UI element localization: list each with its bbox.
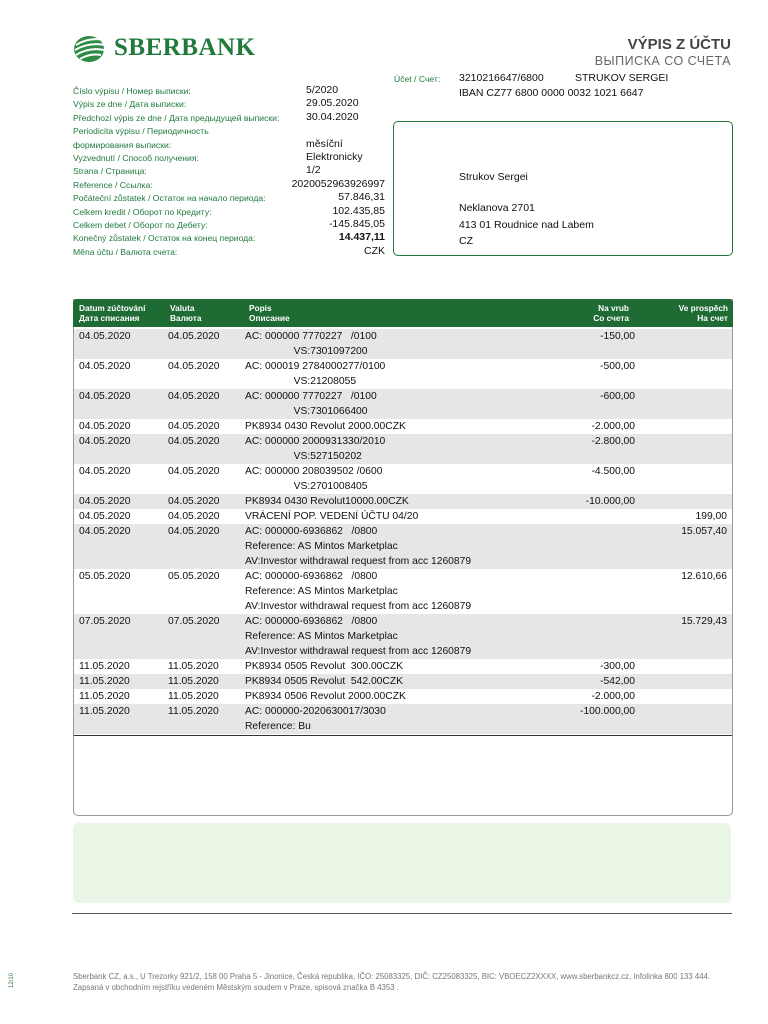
row-date: 04.05.2020	[79, 361, 131, 372]
meta-label: Reference / Ссылка:	[73, 179, 153, 190]
meta-value: 2020052963926997	[291, 177, 385, 190]
table-row	[74, 329, 732, 359]
footer-divider	[72, 913, 732, 914]
iban: IBAN CZ77 6800 0000 0032 1021 6647	[459, 87, 644, 99]
meta-value: měsíční	[306, 137, 343, 150]
row-value-date: 11.05.2020	[168, 661, 219, 672]
row-debit: -4.500,00	[591, 466, 635, 477]
row-value-date: 04.05.2020	[168, 361, 220, 372]
account-holder: STRUKOV SERGEI	[575, 72, 669, 84]
bank-name: SBERBANK	[114, 34, 256, 61]
row-description-line: AC: 000000-6936862 /0800	[245, 526, 378, 537]
table-row	[74, 689, 732, 704]
table-row	[74, 509, 732, 524]
row-credit: 199,00	[695, 511, 727, 522]
row-description-line: VS:7301097200	[245, 346, 368, 357]
row-value-date: 11.05.2020	[168, 691, 219, 702]
table-row	[74, 569, 732, 614]
meta-label: Strana / Страница:	[73, 166, 147, 177]
address-name: Strukov Sergei	[459, 171, 528, 183]
meta-value: Elektronicky	[306, 150, 363, 163]
row-debit: -2.800,00	[591, 436, 635, 447]
table-row	[74, 434, 732, 464]
row-credit: 15.729,43	[681, 616, 727, 627]
row-debit: -10.000,00	[585, 496, 635, 507]
row-description-line: VRÁCENÍ POP. VEDENÍ ÚČTU 04/20	[245, 511, 419, 522]
row-debit: -500,00	[600, 361, 635, 372]
table-row	[74, 419, 732, 434]
row-date: 04.05.2020	[79, 511, 131, 522]
row-value-date: 04.05.2020	[168, 466, 220, 477]
row-description-line: PK8934 0430 Revolut10000.00CZK	[245, 496, 409, 507]
row-value-date: 04.05.2020	[168, 421, 220, 432]
row-date: 04.05.2020	[79, 436, 131, 447]
header-credit: Ve prospěch На счет	[678, 303, 728, 323]
row-date: 11.05.2020	[79, 691, 130, 702]
address-country: CZ	[459, 235, 473, 247]
row-description-line: VS:7301066400	[245, 406, 368, 417]
row-description-line: AC: 000000-6936862 /0800	[245, 571, 378, 582]
row-credit: 12.610,66	[681, 571, 727, 582]
sberbank-leaf-icon	[72, 32, 108, 64]
meta-label: Výpis ze dne / Дата выписки:	[73, 99, 187, 110]
row-description-line: Reference: AS Mintos Marketplac	[245, 586, 398, 597]
table-row	[74, 464, 732, 494]
row-value-date: 11.05.2020	[168, 676, 219, 687]
row-debit: -100.000,00	[580, 706, 635, 717]
header-description: Popis Описание	[249, 303, 290, 323]
table-row	[74, 494, 732, 509]
row-value-date: 04.05.2020	[168, 511, 220, 522]
meta-label: Celkem debet / Оборот по Дебету:	[73, 219, 208, 230]
address-box	[393, 121, 733, 256]
header-value-date: Valuta Валюта	[170, 303, 202, 323]
header-debit: Na vrub Со счета	[593, 303, 629, 323]
meta-value: 57.846,31	[338, 191, 385, 204]
meta-label: Počáteční zůstatek / Остаток на начало периода:	[73, 193, 266, 204]
row-description-line: Reference: AS Mintos Marketplac	[245, 541, 398, 552]
row-description-line: PK8934 0505 Revolut 542.00CZK	[245, 676, 403, 687]
footer	[73, 971, 710, 993]
meta-row	[73, 233, 393, 246]
row-description-line: AV:Investor withdrawal request from acc 1260879	[245, 646, 472, 657]
statement-title-cz: VÝPIS Z ÚČTU	[627, 36, 731, 53]
table-row	[74, 389, 732, 419]
address-street: Neklanova 2701	[459, 202, 535, 214]
row-value-date: 05.05.2020	[168, 571, 220, 582]
row-value-date: 04.05.2020	[168, 331, 220, 342]
row-date: 04.05.2020	[79, 526, 131, 537]
table-row	[74, 524, 732, 569]
row-value-date: 04.05.2020	[168, 526, 220, 537]
account-label: Účet / Счет:	[394, 74, 441, 84]
notice-box	[73, 823, 731, 903]
row-description-line: Reference: Bu	[245, 721, 311, 732]
meta-value: -145.845,05	[328, 217, 385, 230]
row-date: 05.05.2020	[79, 571, 131, 582]
side-code: 12/10	[9, 972, 15, 988]
header-date: Datum zúčtování Дата списания	[79, 303, 146, 323]
meta-value: 29.05.2020	[306, 97, 359, 110]
account-number: 3210216647/6800	[459, 72, 544, 84]
meta-label: Konečný zůstatek / Остаток на конец периода:	[73, 233, 256, 244]
table-row	[74, 674, 732, 689]
row-date: 04.05.2020	[79, 496, 131, 507]
meta-label: Měna účtu / Валюта счета:	[73, 246, 178, 257]
table-end-line	[74, 735, 732, 736]
row-date: 04.05.2020	[79, 421, 131, 432]
row-date: 04.05.2020	[79, 391, 131, 402]
row-value-date: 11.05.2020	[168, 706, 219, 717]
row-description-line: AC: 000019 2784000277/0100	[245, 361, 386, 372]
row-date: 04.05.2020	[79, 331, 131, 342]
row-credit: 15.057,40	[681, 526, 727, 537]
table-row	[74, 614, 732, 659]
row-value-date: 04.05.2020	[168, 436, 220, 447]
meta-row	[73, 244, 393, 260]
row-description-line: AC: 000000 208039502 /0600	[245, 466, 383, 477]
meta-value: CZK	[364, 244, 385, 257]
meta-row	[73, 126, 393, 139]
table-header	[73, 299, 733, 327]
meta-value: 102.435,85	[332, 204, 385, 217]
row-date: 11.05.2020	[79, 661, 130, 672]
row-description-line: VS:2701008405	[245, 481, 368, 492]
footer-line-1: Sberbank CZ, a.s., U Trezorky 921/2, 158 00 Praha 5 - Jinonice, Česká republika, IČO: 25083325, DIČ: CZ25083325, BIC: VBOECZ2XXXX, www.sberbankcz.cz, Infolinka 800 133 444.	[73, 972, 711, 981]
row-description-line: PK8934 0506 Revolut 2000.00CZK	[245, 691, 406, 702]
row-value-date: 04.05.2020	[168, 391, 220, 402]
meta-row	[73, 150, 393, 166]
meta-label: Vyzvednutí / Способ получения:	[73, 152, 199, 163]
row-value-date: 07.05.2020	[168, 616, 220, 627]
table-row	[74, 359, 732, 389]
meta-label: формирования выписки:	[73, 139, 172, 150]
row-description-line: PK8934 0505 Revolut 300.00CZK	[245, 661, 403, 672]
bank-logo	[72, 32, 256, 64]
row-value-date: 04.05.2020	[168, 496, 220, 507]
row-description-line: AC: 000000-6936862 /0800	[245, 616, 378, 627]
statement-title-ru: ВЫПИСКА СО СЧЕТА	[594, 54, 731, 68]
row-description-line: AV:Investor withdrawal request from acc 1260879	[245, 601, 472, 612]
footer-line-2: Zapsaná v obchodním rejstříku vedeném Městským soudem v Praze, spisová značka B 4353 .	[73, 983, 399, 992]
row-description-line: VS:527150202	[245, 451, 362, 462]
row-description-line: AC: 000000-2020630017/3030	[245, 706, 386, 717]
row-debit: -2.000,00	[591, 421, 635, 432]
row-date: 04.05.2020	[79, 466, 131, 477]
row-debit: -600,00	[600, 391, 635, 402]
row-debit: -300,00	[600, 661, 635, 672]
transactions-table	[73, 299, 733, 816]
row-date: 11.05.2020	[79, 706, 130, 717]
row-debit: -150,00	[600, 331, 635, 342]
row-debit: -542,00	[600, 676, 635, 687]
table-row	[74, 659, 732, 674]
row-date: 07.05.2020	[79, 616, 131, 627]
meta-label: Celkem kredit / Оборот по Кредиту:	[73, 206, 212, 217]
meta-value: 30.04.2020	[306, 110, 359, 123]
meta-value: 1/2	[306, 164, 321, 177]
row-description-line: Reference: AS Mintos Marketplac	[245, 631, 398, 642]
address-city: 413 01 Roudnice nad Labem	[459, 219, 594, 231]
row-description-line: AC: 000000 7770227 /0100	[245, 391, 377, 402]
statement-meta	[73, 86, 393, 260]
row-description-line: AC: 000000 7770227 /0100	[245, 331, 377, 342]
row-date: 11.05.2020	[79, 676, 130, 687]
meta-label: Číslo výpisu / Номер выписки:	[73, 86, 191, 96]
meta-row	[73, 110, 393, 126]
meta-value: 5/2020	[306, 84, 339, 96]
row-description-line: AV:Investor withdrawal request from acc 1260879	[245, 556, 472, 567]
meta-label: Periodicita výpisu / Периодичность	[73, 126, 209, 137]
row-debit: -2.000,00	[591, 691, 635, 702]
meta-value: 14.437,11	[338, 231, 385, 244]
row-description-line: VS:21208055	[245, 376, 357, 387]
row-description-line: AC: 000000 2000931330/2010	[245, 436, 386, 447]
row-description-line: PK8934 0430 Revolut 2000.00CZK	[245, 421, 406, 432]
meta-label: Předchozí výpis ze dne / Дата предыдущей выписки:	[73, 112, 280, 123]
table-row	[74, 704, 732, 734]
